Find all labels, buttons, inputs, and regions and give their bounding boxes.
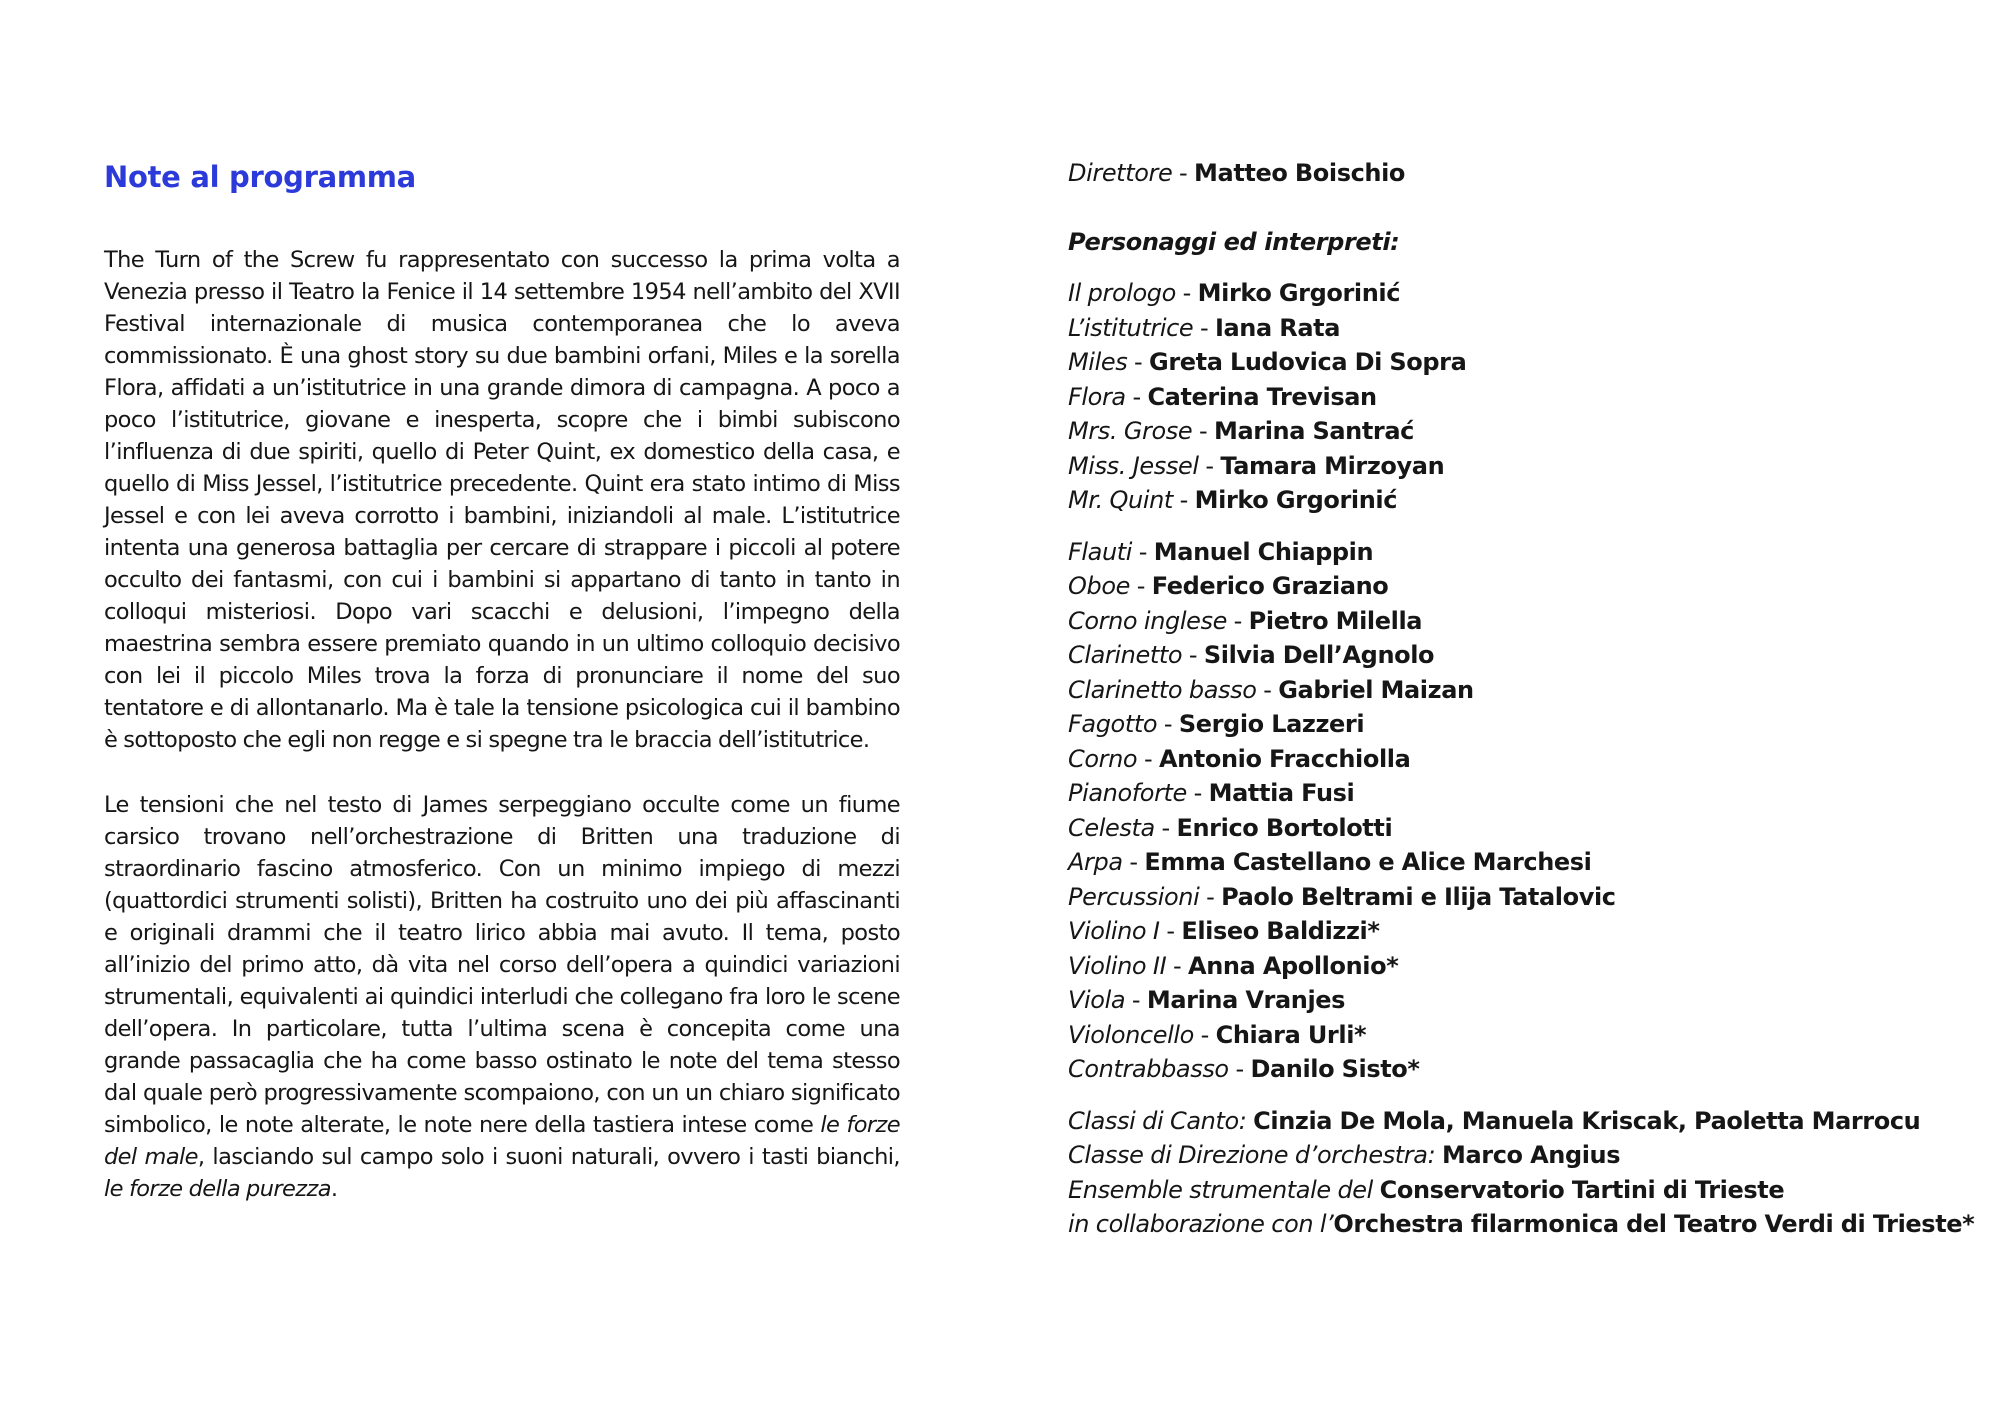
separator: - xyxy=(1228,1055,1251,1083)
notes-paragraph-2 xyxy=(104,789,900,1205)
orchestra-entry xyxy=(1068,1018,1968,1053)
orchestra-entry-role: Viola xyxy=(1068,986,1126,1014)
cast-list xyxy=(1068,276,1968,518)
orchestra-entry-role: Clarinetto basso xyxy=(1068,675,1257,704)
separator: - xyxy=(1226,606,1249,635)
cast-entry-name: Greta Ludovica Di Sopra xyxy=(1149,348,1467,376)
orchestra-entry-role: Celesta xyxy=(1068,813,1155,842)
orchestra-entry-name: Anna Apollonio* xyxy=(1188,951,1399,980)
orchestra-entry xyxy=(1068,707,1968,742)
orchestra-entry-role: Arpa xyxy=(1068,848,1123,876)
orchestra-entry-name: Silvia Dell’Agnolo xyxy=(1203,641,1435,669)
credit-entry-role: Classe di Direzione d’orchestra: xyxy=(1068,1141,1442,1169)
orchestra-entry-name: Mattia Fusi xyxy=(1208,779,1355,807)
separator: - xyxy=(1175,279,1198,307)
orchestra-entry-role: Contrabbasso xyxy=(1068,1055,1229,1083)
orchestra-entry-role: Clarinetto xyxy=(1068,641,1183,669)
notes-paragraph-1: The Turn of the Screw fu rappresentato con successo la prima volta a Venezia presso il Teatro la Fenice il 14 settembre 1954 nell’ambito del XVII Festival internazionale di musica contemporanea che lo aveva commissionato. È una ghost story su due bambini orfani, Miles e la sorella Flora, affidati a un’istitutrice in una grande dimora di campagna. A poco a poco l’istitutrice, giovane e inesperta, scopre che i bimbi subiscono l’influenza di due spiriti, quello di Peter Quint, ex domestico della casa, e quello di Miss Jessel, l’istitutrice precedente. Quint era stato intimo di Miss Jessel e con lei aveva corrotto i bambini, iniziandoli al male. L’istitutrice intenta una generosa battaglia per cercare di strappare i piccoli al potere occulto dei fantasmi, con cui i bambini si appartano di tanto in tanto in colloqui misteriosi. Dopo vari scacchi e delusioni, l’impegno della maestrina sembra essere premiato quando in un ultimo colloquio decisivo con lei il piccolo Miles trova la forza di pronunciare il nome del suo tentatore e di allontanarlo. Ma è tale la tensione psicologica cui il bambino è sottoposto che egli non regge e si spegne tra le braccia dell’istitutrice. xyxy=(104,247,900,753)
credit-entry xyxy=(1068,1138,1968,1173)
orchestra-entry-role: Pianoforte xyxy=(1068,779,1187,807)
separator: - xyxy=(1193,313,1215,342)
cast-entry-role: Miss. Jessel xyxy=(1068,451,1199,480)
cast-entry-role: Mrs. Grose xyxy=(1068,417,1193,445)
separator: - xyxy=(1182,641,1204,669)
separator: - xyxy=(1193,1020,1216,1049)
credit-entry xyxy=(1068,1207,1975,1242)
separator: - xyxy=(1166,951,1189,980)
notes-paragraph-2-emphasis-1: le forze del male xyxy=(104,1112,900,1170)
cast-entry xyxy=(1068,483,1968,518)
cast-entry-name: Marina Santrać xyxy=(1213,417,1414,445)
orchestra-entry-name: Chiara Urli* xyxy=(1215,1020,1367,1049)
cast-heading: Personaggi ed interpreti: xyxy=(1068,227,1400,256)
program-notes xyxy=(104,160,900,1238)
orchestra-entry xyxy=(1068,949,1968,984)
orchestra-entry-name: Emma Castellano e Alice Marchesi xyxy=(1144,848,1592,876)
credit-entry-name: Orchestra filarmonica del Teatro Verdi di Trieste* xyxy=(1333,1210,1975,1238)
orchestra-entry xyxy=(1068,638,1968,673)
separator: - xyxy=(1159,917,1182,945)
separator: - xyxy=(1125,986,1147,1014)
notes-paragraph-2-text-a: Le tensioni che nel testo di James serpeggiano occulte come un fiume carsico trovano nell’orchestrazione di Britten una traduzione di straordinario fascino atmosferico. Con un minimo impiego di mezzi (quattordici strumenti solisti), Britten ha costruito uno dei più affascinanti e originali drammi che il teatro lirico abbia mai avuto. Il tema, posto all’inizio del primo atto, dà vita nel corso dell’opera a quindici variazioni strumentali, equivalenti ai quindici interludi che collegano fra loro le scene dell’opera. In particolare, tutta l’ultima scena è concepita come una grande passacaglia che ha come basso ostinato le note del tema stesso dal quale però progressivamente scompaiono, con un un chiaro significato simbolico, le note alterate, le note nere della tastiera intese come xyxy=(104,792,900,1138)
orchestra-entry-role: Violoncello xyxy=(1068,1020,1194,1049)
orchestra-entry-role: Percussioni xyxy=(1068,882,1200,911)
cast-entry xyxy=(1068,276,1968,311)
cast-entry-role: Mr. Quint xyxy=(1068,486,1173,514)
separator: - xyxy=(1157,710,1179,738)
credit-entry-name: Cinzia De Mola, Manuela Kriscak, Paoletta Marrocu xyxy=(1253,1106,1921,1135)
credits xyxy=(1068,156,1975,1259)
cast-entry xyxy=(1068,311,1968,346)
orchestra-entry xyxy=(1068,535,1968,570)
cast-entry-name: Tamara Mirzoyan xyxy=(1220,451,1445,480)
director-role: Direttore xyxy=(1068,159,1173,187)
cast-entry xyxy=(1068,345,1968,380)
orchestra-entry-name: Paolo Beltrami e Ilija Tatalovic xyxy=(1221,882,1616,911)
orchestra-entry xyxy=(1068,914,1968,949)
orchestra-entry xyxy=(1068,1052,1968,1087)
credit-entry-name: Marco Angius xyxy=(1442,1141,1621,1169)
separator: - xyxy=(1154,813,1177,842)
cast-entry xyxy=(1068,380,1968,415)
separator: - xyxy=(1199,882,1222,911)
orchestra-entry-name: Gabriel Maizan xyxy=(1278,675,1474,704)
orchestra-entry-name: Federico Graziano xyxy=(1151,572,1389,600)
orchestra-entry xyxy=(1068,845,1968,880)
cast-entry-role: L’istitutrice xyxy=(1068,313,1194,342)
cast-entry-name: Iana Rata xyxy=(1214,313,1340,342)
separator: - xyxy=(1186,779,1209,807)
orchestra-entry-role: Flauti xyxy=(1068,537,1133,566)
orchestra-entry-role: Corno xyxy=(1068,744,1138,773)
credit-entry-role: Classi di Canto: xyxy=(1068,1106,1254,1135)
notes-title: Note al programma xyxy=(104,160,416,194)
orchestra-entry-name: Marina Vranjes xyxy=(1146,986,1346,1014)
footer-credits xyxy=(1068,1104,1975,1242)
notes-paragraph-2-text-b: , lasciando sul campo solo i suoni naturali, ovvero i tasti bianchi, xyxy=(197,1144,900,1170)
separator: - xyxy=(1122,848,1145,876)
cast-entry-role: Miles xyxy=(1068,348,1128,376)
orchestra-entry-name: Antonio Fracchiolla xyxy=(1158,744,1411,773)
separator: - xyxy=(1129,572,1152,600)
separator: - xyxy=(1172,159,1195,187)
orchestra-entry-name: Enrico Bortolotti xyxy=(1176,813,1393,842)
director-line xyxy=(1068,156,1968,191)
notes-paragraph-2-text-c: . xyxy=(330,1176,338,1202)
credit-entry-name: Conservatorio Tartini di Trieste xyxy=(1379,1175,1785,1204)
credit-entry-role: in collaborazione con l’ xyxy=(1068,1210,1334,1238)
separator: - xyxy=(1132,537,1154,566)
separator: - xyxy=(1172,486,1195,514)
credit-entry xyxy=(1068,1173,1968,1208)
orchestra-entry-role: Corno inglese xyxy=(1068,606,1227,635)
separator: - xyxy=(1192,417,1214,445)
orchestra-entry-name: Danilo Sisto* xyxy=(1250,1055,1420,1083)
orchestra-entry-role: Violino II xyxy=(1068,951,1167,980)
orchestra-entry xyxy=(1068,776,1968,811)
notes-paragraph-2-emphasis-2: le forze della purezza xyxy=(104,1176,331,1202)
orchestra-entry-role: Fagotto xyxy=(1068,710,1158,738)
orchestra-entry-name: Sergio Lazzeri xyxy=(1178,710,1365,738)
orchestra-entry xyxy=(1068,604,1968,639)
cast-entry xyxy=(1068,449,1968,484)
cast-entry-name: Mirko Grgorinić xyxy=(1194,486,1398,514)
orchestra-entry xyxy=(1068,983,1968,1018)
orchestra-entry-role: Oboe xyxy=(1068,572,1130,600)
separator: - xyxy=(1127,348,1150,376)
orchestra-entry-name: Manuel Chiappin xyxy=(1153,537,1374,566)
orchestra-entry xyxy=(1068,811,1968,846)
orchestra-entry-role: Violino I xyxy=(1068,917,1160,945)
cast-entry-name: Caterina Trevisan xyxy=(1147,382,1377,411)
director-name: Matteo Boischio xyxy=(1194,159,1406,187)
orchestra-list xyxy=(1068,535,1968,1087)
cast-entry xyxy=(1068,414,1968,449)
credit-entry xyxy=(1068,1104,1968,1139)
separator: - xyxy=(1137,744,1159,773)
orchestra-entry-name: Eliseo Baldizzi* xyxy=(1181,917,1380,945)
orchestra-entry xyxy=(1068,880,1968,915)
separator: - xyxy=(1198,451,1221,480)
orchestra-entry xyxy=(1068,569,1968,604)
orchestra-entry xyxy=(1068,673,1968,708)
separator: - xyxy=(1256,675,1279,704)
separator: - xyxy=(1125,382,1148,411)
cast-entry-name: Mirko Grgorinić xyxy=(1197,279,1401,307)
cast-entry-role: Il prologo xyxy=(1068,279,1176,307)
credit-entry-role: Ensemble strumentale del xyxy=(1068,1175,1380,1204)
cast-entry-role: Flora xyxy=(1068,382,1126,411)
orchestra-entry xyxy=(1068,742,1968,777)
orchestra-entry-name: Pietro Milella xyxy=(1248,606,1423,635)
